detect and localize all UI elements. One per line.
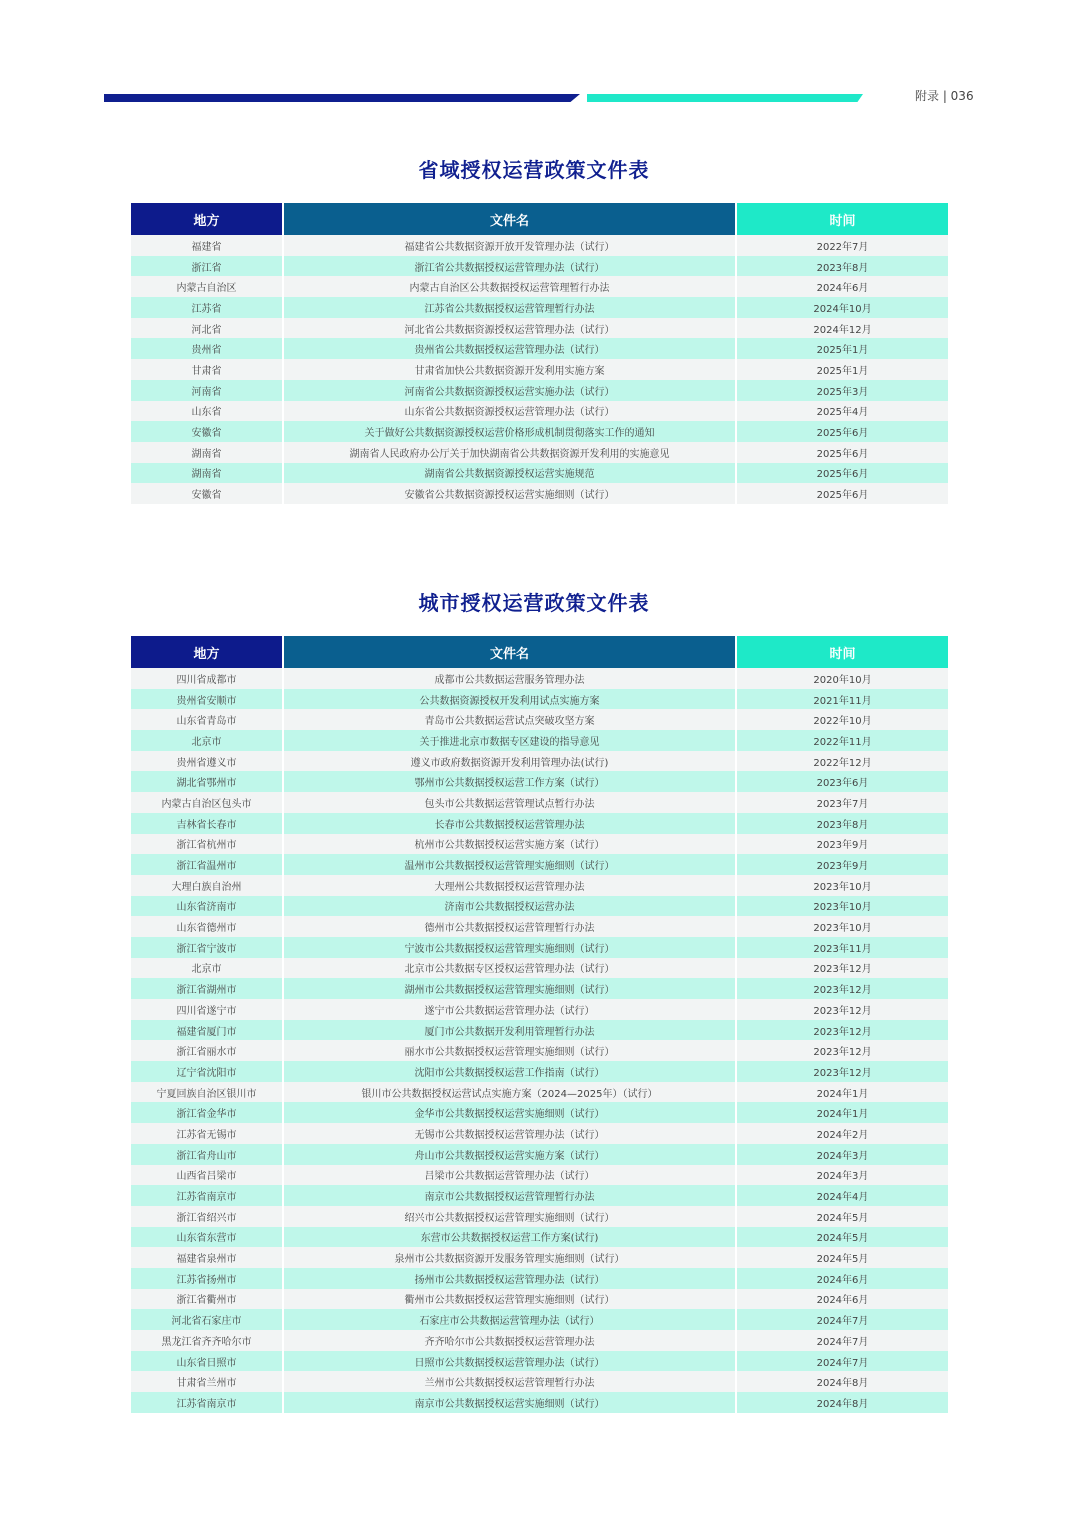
header-document: 文件名: [284, 203, 737, 235]
cell-document: 丽水市公共数据授权运营管理实施细则（试行）: [284, 1040, 737, 1061]
cell-date: 2022年7月: [737, 235, 948, 256]
header-bar-teal: [587, 94, 863, 102]
table-row: [131, 689, 948, 710]
table-row: [131, 854, 948, 875]
cell-date: 2020年10月: [737, 668, 948, 689]
table-row: [131, 771, 948, 792]
cell-region: 福建省厦门市: [131, 1020, 284, 1041]
cell-date: 2024年1月: [737, 1082, 948, 1103]
cell-region: 河南省: [131, 380, 284, 401]
cell-document: 遂宁市公共数据运营管理办法（试行）: [284, 999, 737, 1020]
cell-document: 泉州市公共数据资源开发服务管理实施细则（试行）: [284, 1247, 737, 1268]
cell-date: 2024年4月: [737, 1185, 948, 1206]
cell-document: 齐齐哈尔市公共数据授权运营管理办法: [284, 1330, 737, 1351]
table-row: [131, 668, 948, 689]
cell-region: 江苏省扬州市: [131, 1268, 284, 1289]
cell-document: 南京市公共数据授权运营管理暂行办法: [284, 1185, 737, 1206]
cell-date: 2023年7月: [737, 792, 948, 813]
cell-date: 2023年8月: [737, 813, 948, 834]
cell-document: 湖南省公共数据资源授权运营实施规范: [284, 463, 737, 484]
table-row: [131, 937, 948, 958]
cell-document: 德州市公共数据授权运营管理暂行办法: [284, 916, 737, 937]
header-date: 时间: [737, 203, 948, 235]
table-row: [131, 235, 948, 256]
cell-region: 宁夏回族自治区银川市: [131, 1082, 284, 1103]
cell-date: 2025年6月: [737, 483, 948, 504]
cell-document: 长春市公共数据授权运营管理办法: [284, 813, 737, 834]
cell-document: 甘肃省加快公共数据资源开发利用实施方案: [284, 359, 737, 380]
cell-date: 2023年10月: [737, 896, 948, 917]
cell-date: 2023年6月: [737, 771, 948, 792]
cell-document: 江苏省公共数据授权运营管理暂行办法: [284, 297, 737, 318]
cell-document: 宁波市公共数据授权运营管理实施细则（试行）: [284, 937, 737, 958]
table-row: [131, 1020, 948, 1041]
cell-document: 内蒙古自治区公共数据授权运营管理暂行办法: [284, 276, 737, 297]
cell-date: 2024年5月: [737, 1206, 948, 1227]
table-row: [131, 380, 948, 401]
cell-date: 2024年7月: [737, 1351, 948, 1372]
cell-region: 福建省: [131, 235, 284, 256]
table-row: [131, 875, 948, 896]
cell-date: 2023年12月: [737, 1061, 948, 1082]
cell-document: 青岛市公共数据运营试点突破攻坚方案: [284, 709, 737, 730]
cell-date: 2023年12月: [737, 958, 948, 979]
cell-region: 山东省东营市: [131, 1227, 284, 1248]
cell-document: 河南省公共数据资源授权运营实施办法（试行）: [284, 380, 737, 401]
cell-document: 金华市公共数据授权运营实施细则（试行）: [284, 1102, 737, 1123]
province-policy-table: [131, 203, 948, 504]
province-table-title: 省域授权运营政策文件表: [418, 158, 650, 182]
table-row: [131, 401, 948, 422]
cell-region: 浙江省: [131, 256, 284, 277]
cell-region: 浙江省舟山市: [131, 1144, 284, 1165]
table-row: [131, 256, 948, 277]
cell-region: 山西省吕梁市: [131, 1165, 284, 1186]
cell-region: 浙江省温州市: [131, 854, 284, 875]
table-row: [131, 999, 948, 1020]
cell-region: 浙江省金华市: [131, 1102, 284, 1123]
table-row: [131, 1227, 948, 1248]
city-table-title: 城市授权运营政策文件表: [418, 591, 650, 615]
cell-date: 2024年8月: [737, 1392, 948, 1413]
cell-date: 2025年1月: [737, 359, 948, 380]
cell-document: 银川市公共数据授权运营试点实施方案（2024—2025年）（试行）: [284, 1082, 737, 1103]
cell-date: 2024年1月: [737, 1102, 948, 1123]
cell-region: 黑龙江省齐齐哈尔市: [131, 1330, 284, 1351]
cell-date: 2024年6月: [737, 276, 948, 297]
cell-date: 2022年11月: [737, 730, 948, 751]
table-header-row: [131, 203, 948, 235]
cell-document: 沈阳市公共数据授权运营工作指南（试行）: [284, 1061, 737, 1082]
cell-region: 湖南省: [131, 442, 284, 463]
table-row: [131, 834, 948, 855]
cell-region: 甘肃省兰州市: [131, 1371, 284, 1392]
cell-date: 2023年11月: [737, 937, 948, 958]
cell-region: 浙江省衢州市: [131, 1289, 284, 1310]
table-row: [131, 1247, 948, 1268]
cell-document: 公共数据资源授权开发利用试点实施方案: [284, 689, 737, 710]
cell-document: 大理州公共数据授权运营管理办法: [284, 875, 737, 896]
cell-region: 江苏省南京市: [131, 1392, 284, 1413]
table-row: [131, 1082, 948, 1103]
cell-date: 2023年10月: [737, 875, 948, 896]
cell-region: 湖南省: [131, 463, 284, 484]
cell-date: 2023年12月: [737, 1020, 948, 1041]
cell-date: 2024年6月: [737, 1289, 948, 1310]
table-row: [131, 338, 948, 359]
cell-region: 浙江省丽水市: [131, 1040, 284, 1061]
header-date: 时间: [737, 636, 948, 668]
cell-document: 石家庄市公共数据运营管理办法（试行）: [284, 1309, 737, 1330]
cell-document: 遵义市政府数据资源开发利用管理办法(试行): [284, 751, 737, 772]
cell-date: 2025年6月: [737, 421, 948, 442]
cell-date: 2022年12月: [737, 751, 948, 772]
cell-region: 吉林省长春市: [131, 813, 284, 834]
table-row: [131, 483, 948, 504]
table-row: [131, 813, 948, 834]
cell-document: 关于推进北京市数据专区建设的指导意见: [284, 730, 737, 751]
cell-region: 贵州省遵义市: [131, 751, 284, 772]
cell-document: 扬州市公共数据授权运营管理办法（试行）: [284, 1268, 737, 1289]
cell-document: 河北省公共数据资源授权运营管理办法（试行）: [284, 318, 737, 339]
cell-date: 2024年5月: [737, 1247, 948, 1268]
cell-document: 包头市公共数据运营管理试点暂行办法: [284, 792, 737, 813]
cell-document: 济南市公共数据授权运营办法: [284, 896, 737, 917]
cell-date: 2024年6月: [737, 1268, 948, 1289]
cell-document: 吕梁市公共数据运营管理办法（试行）: [284, 1165, 737, 1186]
cell-document: 山东省公共数据资源授权运营管理办法（试行）: [284, 401, 737, 422]
cell-region: 江苏省无锡市: [131, 1123, 284, 1144]
cell-document: 鄂州市公共数据授权运营工作方案（试行）: [284, 771, 737, 792]
table-row: [131, 792, 948, 813]
cell-document: 南京市公共数据授权运营实施细则（试行）: [284, 1392, 737, 1413]
cell-region: 四川省遂宁市: [131, 999, 284, 1020]
table-row: [131, 1351, 948, 1372]
cell-region: 浙江省宁波市: [131, 937, 284, 958]
cell-region: 河北省石家庄市: [131, 1309, 284, 1330]
cell-document: 杭州市公共数据授权运营实施方案（试行）: [284, 834, 737, 855]
cell-region: 甘肃省: [131, 359, 284, 380]
table-row: [131, 730, 948, 751]
table-row: [131, 958, 948, 979]
table-row: [131, 1289, 948, 1310]
cell-document: 湖州市公共数据授权运营管理实施细则（试行）: [284, 978, 737, 999]
cell-region: 山东省日照市: [131, 1351, 284, 1372]
cell-document: 成都市公共数据运营服务管理办法: [284, 668, 737, 689]
cell-date: 2024年2月: [737, 1123, 948, 1144]
cell-region: 贵州省安顺市: [131, 689, 284, 710]
cell-region: 北京市: [131, 730, 284, 751]
cell-region: 河北省: [131, 318, 284, 339]
cell-document: 东营市公共数据授权运营工作方案(试行): [284, 1227, 737, 1248]
cell-date: 2024年7月: [737, 1330, 948, 1351]
cell-document: 无锡市公共数据授权运营管理办法（试行）: [284, 1123, 737, 1144]
cell-document: 衢州市公共数据授权运营管理实施细则（试行）: [284, 1289, 737, 1310]
table-row: [131, 1185, 948, 1206]
cell-document: 福建省公共数据资源开放开发管理办法（试行）: [284, 235, 737, 256]
cell-date: 2021年11月: [737, 689, 948, 710]
table-row: [131, 1165, 948, 1186]
cell-date: 2025年3月: [737, 380, 948, 401]
header-bar-navy: [104, 94, 580, 102]
city-policy-table: [131, 636, 948, 1413]
cell-document: 关于做好公共数据资源授权运营价格形成机制贯彻落实工作的通知: [284, 421, 737, 442]
cell-date: 2025年4月: [737, 401, 948, 422]
cell-document: 日照市公共数据授权运营管理办法（试行）: [284, 1351, 737, 1372]
cell-region: 山东省: [131, 401, 284, 422]
cell-document: 安徽省公共数据资源授权运营实施细则（试行）: [284, 483, 737, 504]
cell-region: 江苏省南京市: [131, 1185, 284, 1206]
cell-document: 浙江省公共数据授权运营管理办法（试行）: [284, 256, 737, 277]
cell-date: 2024年12月: [737, 318, 948, 339]
cell-region: 浙江省湖州市: [131, 978, 284, 999]
cell-date: 2024年5月: [737, 1227, 948, 1248]
cell-document: 绍兴市公共数据授权运营管理实施细则（试行）: [284, 1206, 737, 1227]
cell-region: 内蒙古自治区包头市: [131, 792, 284, 813]
cell-region: 福建省泉州市: [131, 1247, 284, 1268]
cell-region: 浙江省绍兴市: [131, 1206, 284, 1227]
cell-document: 贵州省公共数据授权运营管理办法（试行）: [284, 338, 737, 359]
page-label: 附录 | 036: [915, 89, 974, 103]
header-document: 文件名: [284, 636, 737, 668]
cell-region: 内蒙古自治区: [131, 276, 284, 297]
table-row: [131, 442, 948, 463]
cell-region: 浙江省杭州市: [131, 834, 284, 855]
table-header-row: [131, 636, 948, 668]
table-row: [131, 1309, 948, 1330]
cell-date: 2023年8月: [737, 256, 948, 277]
cell-document: 厦门市公共数据开发利用管理暂行办法: [284, 1020, 737, 1041]
table-row: [131, 276, 948, 297]
table-row: [131, 916, 948, 937]
cell-date: 2024年8月: [737, 1371, 948, 1392]
table-row: [131, 1371, 948, 1392]
cell-region: 贵州省: [131, 338, 284, 359]
cell-region: 湖北省鄂州市: [131, 771, 284, 792]
cell-date: 2024年7月: [737, 1309, 948, 1330]
table-row: [131, 297, 948, 318]
table-row: [131, 463, 948, 484]
cell-region: 山东省青岛市: [131, 709, 284, 730]
table-row: [131, 421, 948, 442]
table-row: [131, 1330, 948, 1351]
cell-date: 2023年9月: [737, 854, 948, 875]
table-row: [131, 709, 948, 730]
header-region: 地方: [131, 203, 284, 235]
cell-date: 2025年1月: [737, 338, 948, 359]
cell-date: 2023年12月: [737, 999, 948, 1020]
cell-date: 2024年10月: [737, 297, 948, 318]
cell-region: 安徽省: [131, 421, 284, 442]
table-row: [131, 751, 948, 772]
table-row: [131, 1040, 948, 1061]
table-row: [131, 978, 948, 999]
cell-date: 2023年10月: [737, 916, 948, 937]
cell-document: 舟山市公共数据授权运营实施方案（试行）: [284, 1144, 737, 1165]
cell-document: 温州市公共数据授权运营管理实施细则（试行）: [284, 854, 737, 875]
cell-document: 兰州市公共数据授权运营管理暂行办法: [284, 1371, 737, 1392]
table-row: [131, 1206, 948, 1227]
cell-date: 2022年10月: [737, 709, 948, 730]
cell-date: 2024年3月: [737, 1144, 948, 1165]
cell-date: 2025年6月: [737, 463, 948, 484]
table-row: [131, 1392, 948, 1413]
cell-region: 四川省成都市: [131, 668, 284, 689]
cell-date: 2024年3月: [737, 1165, 948, 1186]
cell-date: 2023年9月: [737, 834, 948, 855]
cell-region: 辽宁省沈阳市: [131, 1061, 284, 1082]
table-row: [131, 1268, 948, 1289]
cell-document: 北京市公共数据专区授权运营管理办法（试行）: [284, 958, 737, 979]
cell-region: 山东省济南市: [131, 896, 284, 917]
table-row: [131, 318, 948, 339]
table-row: [131, 359, 948, 380]
cell-region: 山东省德州市: [131, 916, 284, 937]
cell-date: 2025年6月: [737, 442, 948, 463]
cell-region: 江苏省: [131, 297, 284, 318]
cell-date: 2023年12月: [737, 1040, 948, 1061]
cell-document: 湖南省人民政府办公厅关于加快湖南省公共数据资源开发利用的实施意见: [284, 442, 737, 463]
table-row: [131, 1144, 948, 1165]
cell-region: 大理白族自治州: [131, 875, 284, 896]
header-region: 地方: [131, 636, 284, 668]
table-row: [131, 896, 948, 917]
cell-region: 安徽省: [131, 483, 284, 504]
table-row: [131, 1061, 948, 1082]
table-row: [131, 1102, 948, 1123]
cell-date: 2023年12月: [737, 978, 948, 999]
cell-region: 北京市: [131, 958, 284, 979]
table-row: [131, 1123, 948, 1144]
